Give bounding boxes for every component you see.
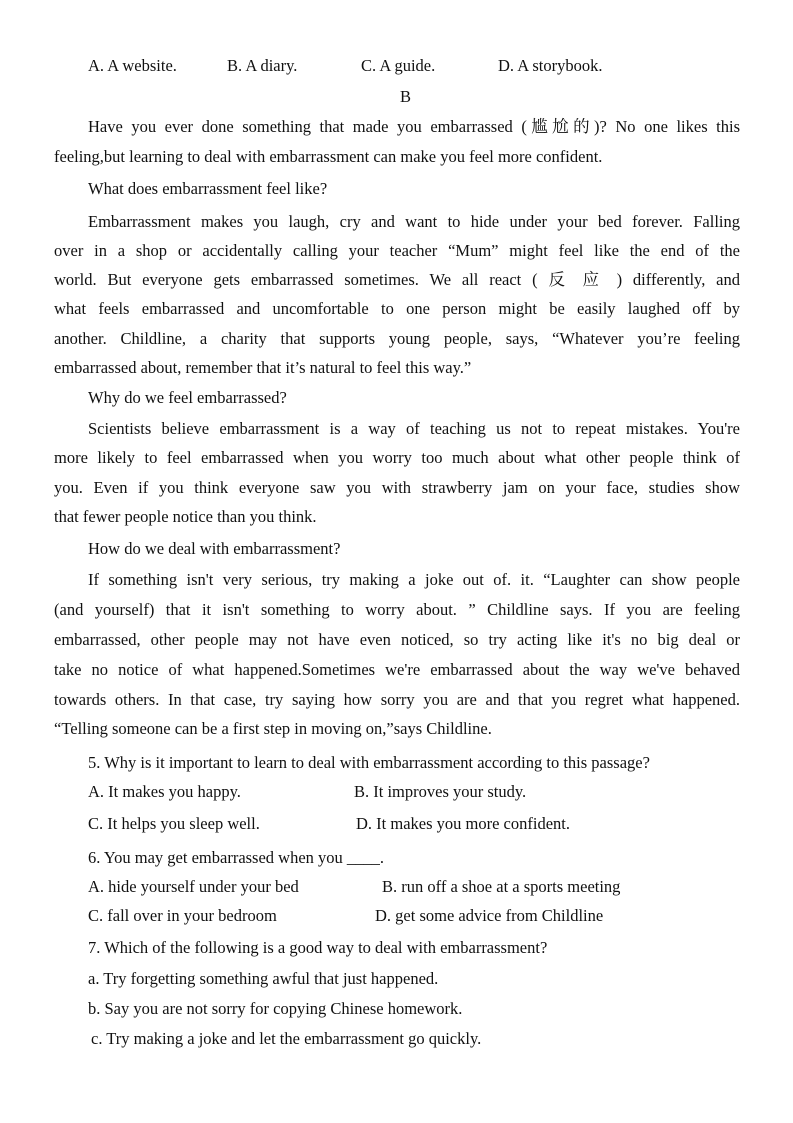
question-option: a. Try forgetting something awful that just happened. [88,969,439,988]
passage-heading: What does embarrassment feel like? [88,179,328,198]
question-option: C. It helps you sleep well. [88,814,260,833]
question-option: A. It makes you happy. [88,782,241,801]
passage-line: If something isn't very serious, try making a joke out of. it. “Laughter can show people [88,570,740,589]
passage-line: take no notice of what happened.Sometimes we're embarrassed about the way we've behaved [54,660,740,679]
passage-line: Scientists believe embarrassment is a way of teaching us not to repeat mistakes. You're [88,419,740,438]
passage-line: you. Even if you think everyone saw you with strawberry jam on your face, studies show [54,478,740,497]
passage-line: embarrassed about, remember that it’s natural to feel this way.” [54,358,472,377]
question-option: D. It makes you more confident. [356,814,570,833]
prev-option-c: C. A guide. [361,56,436,75]
passage-line: another. Childline, a charity that supports young people, says, “Whatever you’re feeling [54,329,740,348]
passage-line: towards others. In that case, try saying how sorry you are and that you regret what happened. [54,690,740,709]
passage-line: Embarrassment makes you laugh, cry and want to hide under your bed forever. Falling [88,212,740,231]
question-option: A. hide yourself under your bed [88,877,299,896]
question-stem: 5. Why is it important to learn to deal with embarrassment according to this passage? [88,753,650,772]
passage-line: world. But everyone gets embarrassed sometimes. We all react ( 反 应 ) differently, and [54,270,740,289]
passage-line: more likely to feel embarrassed when you worry too much about what other people think of [54,448,740,467]
passage-line: over in a shop or accidentally calling your teacher “Mum” might feel like the end of the [54,241,740,260]
passage-line: that fewer people notice than you think. [54,507,317,526]
passage-heading: How do we deal with embarrassment? [88,539,341,558]
question-option: B. It improves your study. [354,782,527,801]
question-option: b. Say you are not sorry for copying Chinese homework. [88,999,463,1018]
question-option: C. fall over in your bedroom [88,906,277,925]
section-label: B [400,87,412,106]
passage-line: “Telling someone can be a first step in moving on,”says Childline. [54,719,492,738]
prev-option-b: B. A diary. [227,56,298,75]
passage-line: (and yourself) that it isn't something to worry about. ” Childline says. If you are feeling [54,600,740,619]
question-stem: 6. You may get embarrassed when you ____. [88,848,385,867]
passage-line: Have you ever done something that made you embarrassed (尴尬的)? No one likes this [88,117,740,136]
question-option: D. get some advice from Childline [375,906,604,925]
prev-option-a: A. A website. [88,56,177,75]
question-option: B. run off a shoe at a sports meeting [382,877,621,896]
passage-line: feeling,but learning to deal with embarrassment can make you feel more confident. [54,147,603,166]
passage-heading: Why do we feel embarrassed? [88,388,287,407]
question-option: c. Try making a joke and let the embarrassment go quickly. [91,1029,482,1048]
question-stem: 7. Which of the following is a good way to deal with embarrassment? [88,938,548,957]
prev-option-d: D. A storybook. [498,56,603,75]
passage-line: what feels embarrassed and uncomfortable to one person might be easily laughed off by [54,299,740,318]
passage-line: embarrassed, other people may not have even noticed, so try acting like it's no big deal or [54,630,740,649]
